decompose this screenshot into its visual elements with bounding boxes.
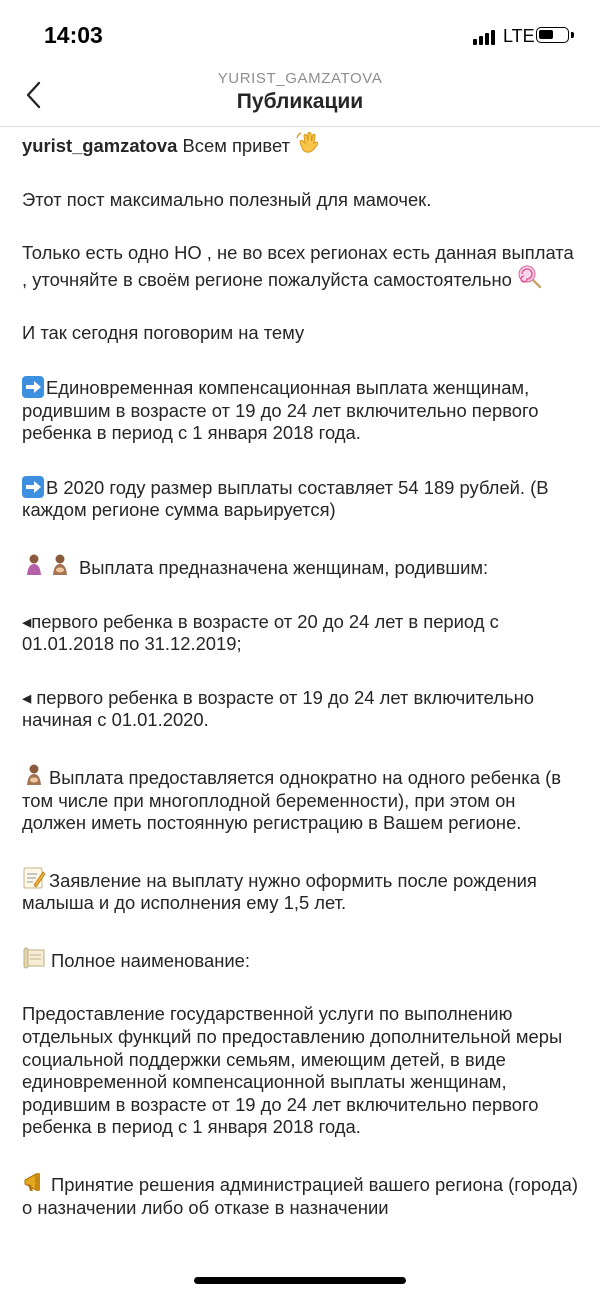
status-time: 14:03 <box>44 22 103 48</box>
paragraph <box>22 1170 582 1219</box>
signal-strength-icon <box>473 29 497 45</box>
paragraph-text: В 2020 году размер выплаты составляет 54 189 рублей. (В каждом регионе сумма варьируется) <box>22 476 549 521</box>
paragraph: Предоставление государственной услуги по выполнению отдельных функций по предоставлению дополнительной меры социальной поддержки семьям, имеющим детей, в виде единовременной компенсационной выплаты женщинам, родившим в возрасте от 19 до 24 лет включительно первого ребенка в период с 1 января 2018 года. <box>22 1003 563 1138</box>
paragraph: ◂ первого ребенка в возрасте от 19 до 24 лет включительно начиная с 01.01.2020. <box>22 686 534 731</box>
battery-cap <box>571 32 574 38</box>
paragraph-text: Только есть одно НО , не во всех регионах есть данная выплата , уточняйте в своём регионе пожалуйста самостоятельно <box>22 242 574 290</box>
paragraph-text: Выплата предоставляется однократно на одного ребенка (в том числе при многоплодной беременности), при этом он должен иметь постоянную регистрацию в Вашем регионе. <box>22 766 561 834</box>
page-title: Публикации <box>236 90 364 113</box>
lollipop-icon <box>517 265 543 289</box>
women-icon <box>22 553 76 577</box>
paragraph-text: Принятие решения администрацией вашего региона (города) о назначении либо об отказе в назначении <box>22 1174 578 1218</box>
paragraph <box>22 476 582 522</box>
paragraph <box>22 763 582 835</box>
paragraph-text: Полное наименование: <box>51 949 250 971</box>
paragraph: Этот пост максимально полезный для мамочек. <box>22 188 432 210</box>
post-caption <box>22 131 582 1250</box>
greeting-text: Всем привет <box>182 135 291 156</box>
woman-with-baby-icon <box>22 763 46 787</box>
scroll-icon <box>22 946 48 970</box>
paragraph <box>22 376 582 445</box>
memo-icon <box>22 866 46 890</box>
paragraph: И так сегодня поговорим на тему <box>22 322 305 344</box>
waving-hand-icon <box>295 131 321 155</box>
paragraph <box>22 946 582 973</box>
paragraph <box>22 866 582 915</box>
network-type: LTE <box>503 26 535 46</box>
paragraph-text: Выплата предназначена женщинам, родившим: <box>79 556 489 578</box>
caption-first-line <box>22 131 582 158</box>
status-bar <box>0 0 600 64</box>
paragraph <box>22 242 582 291</box>
paragraph-text: Заявление на выплату нужно оформить после рождения малыша и до исполнения ему 1,5 лет. <box>22 869 537 914</box>
battery-icon <box>536 27 569 43</box>
megaphone-icon <box>22 1170 48 1194</box>
paragraph <box>22 553 582 580</box>
home-indicator[interactable] <box>194 1277 406 1284</box>
right-arrow-icon <box>22 476 44 498</box>
nav-header <box>0 64 600 127</box>
profile-username-caption[interactable]: YURIST_GAMZATOVA <box>217 70 383 87</box>
right-arrow-icon <box>22 376 44 398</box>
paragraph-text: Единовременная компенсационная выплата женщинам, родившим в возрасте от 19 до 24 лет включительно первого ребенка в период с 1 января 2018 года. <box>22 376 539 444</box>
paragraph: ◂первого ребенка в возрасте от 20 до 24 лет в период с 01.01.2018 по 31.12.2019; <box>22 610 499 655</box>
post-username[interactable]: yurist_gamzatova <box>22 135 178 156</box>
battery-level <box>539 30 553 39</box>
